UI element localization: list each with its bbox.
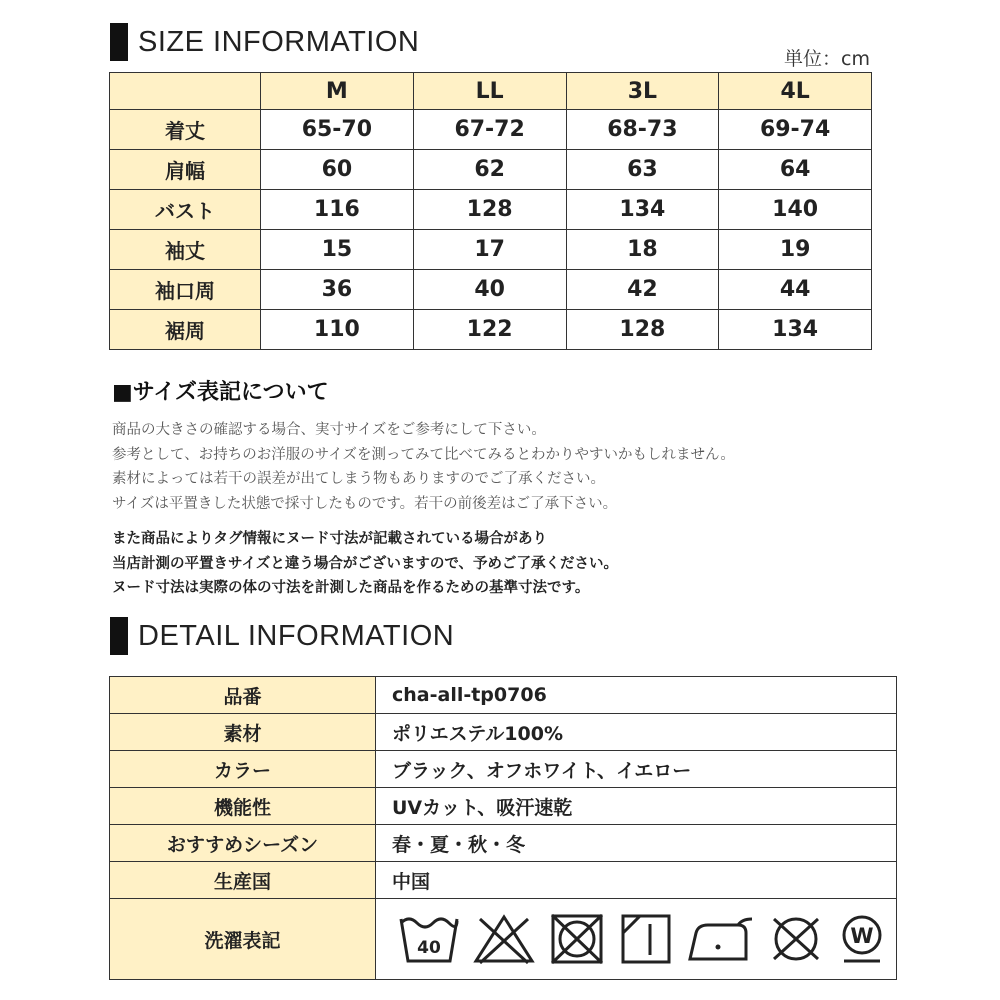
size-table (109, 72, 872, 350)
size-value: 44 (719, 270, 872, 310)
note-line: 素材によっては若干の誤差が出てしまう物もありますのでご了承ください。 (112, 471, 605, 487)
size-value: 68-73 (566, 110, 719, 150)
detail-value: 中国 (376, 862, 897, 899)
size-value: 40 (413, 270, 566, 310)
size-value: 128 (566, 310, 719, 350)
size-value: 62 (413, 150, 566, 190)
size-notes-title: ■サイズ表記について (112, 380, 329, 405)
size-value: 36 (261, 270, 414, 310)
detail-value: ポリエステル100% (376, 714, 897, 751)
table-row (110, 825, 897, 862)
size-value: 65-70 (261, 110, 414, 150)
table-row (110, 270, 872, 310)
wash-temp-label: 40 (417, 938, 441, 958)
row-label: 裾周 (110, 310, 261, 350)
detail-table (109, 676, 897, 980)
row-label: 袖丈 (110, 230, 261, 270)
table-row (110, 899, 897, 980)
table-row (110, 150, 872, 190)
detail-label: 品番 (110, 677, 376, 714)
detail-value: 春・夏・秋・冬 (376, 825, 897, 862)
size-header-cell: LL (413, 73, 566, 110)
size-header-cell: 3L (566, 73, 719, 110)
size-value: 140 (719, 190, 872, 230)
table-row (110, 788, 897, 825)
row-label: 肩幅 (110, 150, 261, 190)
size-header-row (110, 73, 872, 110)
size-value: 42 (566, 270, 719, 310)
table-row (110, 677, 897, 714)
size-value: 60 (261, 150, 414, 190)
table-row (110, 230, 872, 270)
size-value: 64 (719, 150, 872, 190)
detail-label: 機能性 (110, 788, 376, 825)
detail-section-header (110, 616, 454, 656)
size-value: 134 (566, 190, 719, 230)
detail-label: 洗濯表記 (110, 899, 376, 980)
size-section-title: SIZE INFORMATION (138, 25, 420, 58)
wet-clean-icon (836, 911, 888, 967)
size-notes-emphasis (112, 527, 618, 601)
row-label: 着丈 (110, 110, 261, 150)
section-marker (110, 23, 128, 61)
row-label: 袖口周 (110, 270, 261, 310)
size-section-header (110, 22, 419, 62)
table-row (110, 110, 872, 150)
detail-value: cha-all-tp0706 (376, 677, 897, 714)
no-bleach-icon (472, 911, 536, 967)
size-value: 63 (566, 150, 719, 190)
size-corner-cell (110, 73, 261, 110)
no-dry-clean-icon (768, 911, 824, 967)
detail-label: 生産国 (110, 862, 376, 899)
note-line: また商品によりタグ情報にヌード寸法が記載されている場合があり (112, 531, 547, 547)
note-line: 当店計測の平置きサイズと違う場合がございますので、予めご了承ください。 (112, 555, 619, 572)
size-value: 134 (719, 310, 872, 350)
care-symbols (392, 911, 896, 967)
detail-label: 素材 (110, 714, 376, 751)
table-row (110, 751, 897, 788)
table-row (110, 862, 897, 899)
size-header-cell: 4L (719, 73, 872, 110)
size-value: 18 (566, 230, 719, 270)
table-row (110, 310, 872, 350)
detail-label: おすすめシーズン (110, 825, 376, 862)
no-tumble-dry-icon (548, 911, 606, 967)
size-value: 69-74 (719, 110, 872, 150)
detail-section-title: DETAIL INFORMATION (138, 619, 455, 652)
size-value: 67-72 (413, 110, 566, 150)
table-row (110, 714, 897, 751)
row-label: バスト (110, 190, 261, 230)
size-notes-body (112, 418, 735, 516)
detail-value: ブラック、オフホワイト、イエロー (376, 751, 897, 788)
table-row (110, 190, 872, 230)
svg-text:W: W (850, 924, 874, 948)
section-marker (110, 617, 128, 655)
note-line: 参考として、お持ちのお洋服のサイズを測ってみて比べてみるとわかりやすいかもしれません。 (112, 446, 735, 463)
unit-label: 単位：cm (784, 48, 870, 70)
size-value: 19 (719, 230, 872, 270)
care-symbols-cell (376, 899, 897, 980)
detail-label: カラー (110, 751, 376, 788)
line-dry-shade-icon (618, 911, 674, 967)
note-line: 商品の大きさの確認する場合、実寸サイズをご参考にして下さい。 (112, 422, 546, 438)
note-line: ヌード寸法は実際の体の寸法を計測した商品を作るための基準寸法です。 (112, 580, 590, 596)
size-value: 15 (261, 230, 414, 270)
size-value: 128 (413, 190, 566, 230)
size-value: 122 (413, 310, 566, 350)
note-line: サイズは平置きした状態で採寸したものです。若干の前後差はご了承下さい。 (112, 495, 618, 512)
wash-40-icon (398, 911, 460, 967)
iron-low-icon (686, 911, 756, 967)
size-value: 116 (261, 190, 414, 230)
detail-value: UVカット、吸汗速乾 (376, 788, 897, 825)
size-value: 17 (413, 230, 566, 270)
size-header-cell: M (261, 73, 414, 110)
size-value: 110 (261, 310, 414, 350)
